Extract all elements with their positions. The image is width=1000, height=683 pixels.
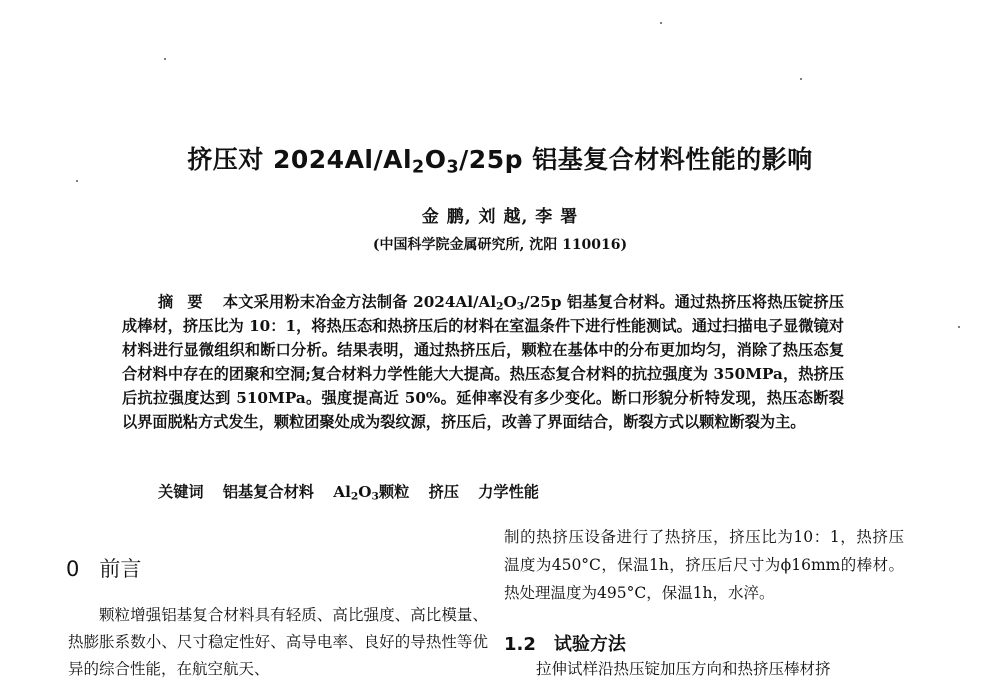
paper-title: 挤压对 $2024Al/Al_2O_3/25p$ 铝基复合材料性能的影响 (187, 145, 813, 178)
keyword: $Al_2O_3$颗粒 (333, 483, 410, 503)
section-title: 试验方法 (553, 634, 626, 655)
scan-speck (800, 78, 802, 80)
keywords (158, 481, 539, 502)
affiliation: (中国科学院金属研究所, 沈阳 110016) (372, 237, 628, 253)
keyword: 力学性能 (478, 483, 539, 501)
authors: 金 鹏, 刘 越, 李 署 (421, 207, 579, 227)
scan-speck (76, 180, 78, 182)
section-number: 1.2 (504, 634, 536, 655)
keyword: 挤压 (428, 483, 459, 501)
scan-speck (958, 326, 960, 328)
method-paragraph: 制的热挤压设备进行了热挤压，挤压比为10：1，热挤压温度为450°C，保温1h，挤压后尺寸为ϕ16mm的棒材。热处理温度为495°C，保温1h，水淬。 (504, 528, 904, 602)
keyword: 铝基复合材料 (222, 483, 314, 501)
test-method-paragraph: 拉伸试样沿热压锭加压方向和热挤压棒材挤 (536, 660, 831, 678)
abstract-label: 摘要 (158, 293, 217, 311)
scan-speck (660, 22, 662, 24)
keywords-label: 关键词 (158, 483, 204, 501)
section-number: 0 (66, 557, 80, 581)
section-title: 前言 (99, 557, 142, 581)
section-heading-test-method (504, 630, 626, 656)
scan-speck (164, 58, 166, 60)
introduction-paragraph: 颗粒增强铝基复合材料具有轻质、高比强度、高比模量、热膨胀系数小、尺寸稳定性好、高导电率、良好的导热性等优异的综合性能，在航空航天、 (68, 606, 488, 678)
abstract: 摘要 本文采用粉末冶金方法制备 $2024Al/Al_2O_3/25p$ 铝基复合材料。通过热挤压将热压锭挤压成棒材，挤压比为 10：1，将热压态和热挤压后的材料在室温条件下进行性能测试。通过扫描电子显微镜对材料进行显微组织和断口分析。结果表明，通过热挤压后，颗粒在基体中的分布更加均匀，消除了热压态复合材料中存在的团聚和空洞;复合材料力学性能大大提高。热压态复合材料的抗拉强度为 350MPa，热挤压后抗拉强度达到 510MPa。强度提高近 50%。延伸率没有多少变化。断口形貌分析特发现，热压态断裂以界面脱粘方式发生，颗粒团聚处成为裂纹源，挤压后，改善了界面结合，断裂方式以颗粒断裂为主。 (122, 293, 844, 431)
section-heading-introduction (66, 553, 141, 583)
